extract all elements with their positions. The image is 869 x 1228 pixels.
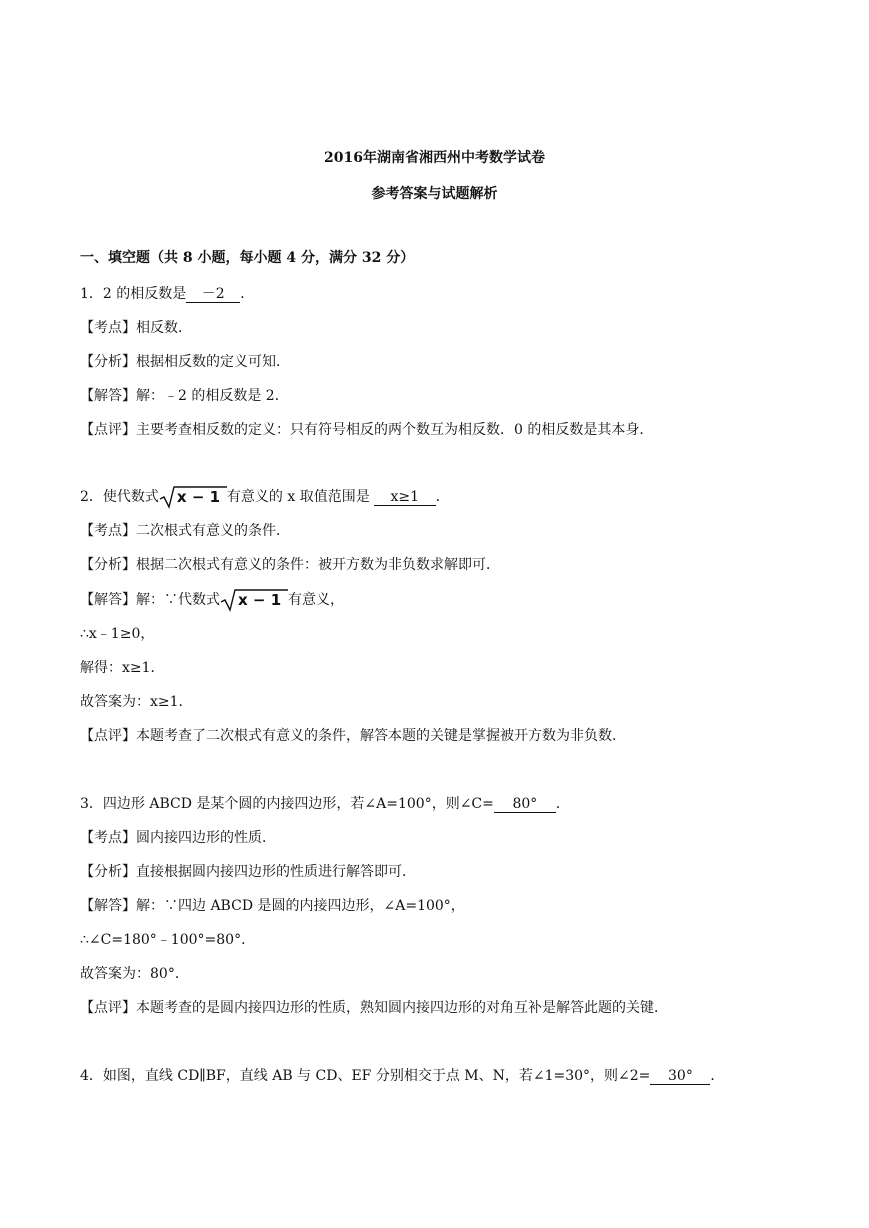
document-title: 2016年湖南省湘西州中考数学试卷 — [324, 150, 545, 166]
question-3-text: 3．四边形 ABCD 是某个圆的内接四边形，若∠A=100°，则∠C= — [80, 796, 494, 812]
question-2-step-2: 解得：x≥1． — [80, 660, 165, 676]
question-3-dianping: 【点评】本题考查的是圆内接四边形的性质，熟知圆内接四边形的对角互补是解答此题的关键． — [80, 1000, 668, 1016]
question-2-middle: 有意义的 x 取值范围是 — [226, 489, 370, 505]
question-3-suffix: ． — [555, 796, 570, 812]
question-2-step-1: ∴x﹣1≥0， — [80, 626, 155, 642]
question-3-step-1: ∴∠C=180°﹣100°=80°． — [80, 932, 256, 948]
question-2-fenxi: 【分析】根据二次根式有意义的条件：被开方数为非负数求解即可． — [80, 557, 500, 573]
question-2-text: 2．使代数式 — [80, 489, 159, 505]
question-1-answer: －2 — [186, 286, 240, 303]
question-1-text: 1．2 的相反数是 — [80, 286, 187, 302]
question-1-jieda: 【解答】解：﹣2 的相反数是 2． — [80, 388, 289, 404]
question-2-suffix: ． — [435, 489, 450, 505]
radicand: x − 1 — [176, 488, 221, 506]
question-1-suffix: ． — [240, 286, 255, 302]
question-2-kaodian: 【考点】二次根式有意义的条件． — [80, 523, 290, 539]
question-3-jieda: 【解答】解：∵四边 ABCD 是圆的内接四边形，∠A=100°， — [80, 898, 465, 914]
question-4-text: 4．如图，直线 CD∥BF，直线 AB 与 CD、EF 分别相交于点 M、N，若∠1=30°，则∠2= — [80, 1068, 651, 1084]
question-4-answer: 30° — [650, 1068, 710, 1085]
radical-expression — [159, 485, 227, 509]
question-3-kaodian: 【考点】圆内接四边形的性质． — [80, 830, 276, 846]
question-3 — [80, 794, 570, 814]
question-1-fenxi: 【分析】根据相反数的定义可知． — [80, 354, 290, 370]
question-2 — [80, 485, 450, 509]
question-4 — [80, 1066, 724, 1086]
question-2-jieda-suffix: 有意义， — [288, 592, 344, 608]
radical-expression — [220, 588, 288, 612]
section-heading: 一、填空题（共 8 小题，每小题 4 分，满分 32 分） — [80, 250, 415, 266]
question-3-answer: 80° — [494, 796, 556, 813]
question-1-dianping: 【点评】主要考查相反数的定义：只有符号相反的两个数互为相反数．0 的相反数是其本身． — [80, 422, 654, 438]
question-1-kaodian: 【考点】相反数． — [80, 320, 192, 336]
question-2-jieda — [80, 588, 344, 612]
question-4-suffix: ． — [710, 1068, 725, 1084]
question-2-dianping: 【点评】本题考查了二次根式有意义的条件，解答本题的关键是掌握被开方数为非负数． — [80, 728, 626, 744]
radicand: x − 1 — [238, 591, 282, 609]
question-2-step-3: 故答案为：x≥1． — [80, 694, 193, 710]
question-3-fenxi: 【分析】直接根据圆内接四边形的性质进行解答即可． — [80, 864, 416, 880]
document-subtitle: 参考答案与试题解析 — [371, 186, 498, 202]
question-3-step-2: 故答案为：80°． — [80, 966, 189, 982]
question-2-jieda-prefix: 【解答】解：∵代数式 — [80, 592, 220, 608]
question-1 — [80, 284, 254, 304]
question-2-answer: x≥1 — [374, 489, 436, 506]
